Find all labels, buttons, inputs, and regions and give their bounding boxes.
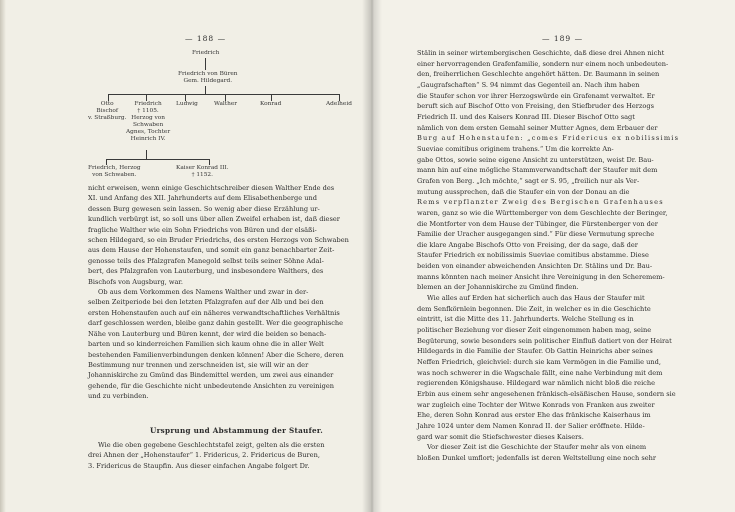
- text-line: was noch schwerer in die Wagschale fällt, eine nahe Verbindung mit dem: [417, 368, 663, 377]
- text-line: darf geschlossen werden, bleibe ganz dahin gestellt. Wer die geographische: [88, 319, 344, 328]
- section-heading: Ursprung und Abstammung der Staufer.: [150, 426, 324, 435]
- text-line: barten und so kinderreichen Familien sich kaum ohne die in aller Welt: [88, 340, 324, 349]
- text-line: blemen an der Johanniskirche zu Gmünd finden.: [417, 283, 579, 292]
- text-line: beruft sich auf Bischof Otto von Freising, den Stiefbruder des Herzogs: [417, 102, 654, 111]
- text-line: regierenden Königshause. Hildegard war nämlich nicht bloß die reiche: [417, 379, 656, 388]
- text-line: war zugleich eine Tochter der Witwe Konrads von Franken aus zweiter: [417, 400, 655, 409]
- text-line: „Gaugrafschaften“ S. 94 nimmt das Gegenteil an. Nach ihm haben: [417, 80, 640, 89]
- text-line: Nähe von Lauterburg und Büren kennt, der wird die beiden so benach-: [88, 329, 327, 338]
- text-line: bestehenden Familienverbindungen denken können! Aber die Schere, deren: [88, 350, 344, 359]
- right-page: [372, 0, 735, 512]
- text-line: mann hin auf eine mögliche Stammverwandtschaft der Staufer mit dem: [417, 166, 658, 175]
- text-line: Familie der Uracher ausgegangen sind.“ Für diese Vermutung spreche: [417, 230, 655, 239]
- tree-col-walther: Walther: [214, 101, 238, 107]
- text-line: ersten Hohenstaufen auch auf ein näheres verwandtschaftliches Verhältnis: [88, 308, 340, 317]
- text-line: die Montforter von dem Hause der Tübinger, die Fürstenberger von der: [417, 219, 658, 228]
- text-line: den, freiherrlichen Geschlechte angehört hätten. Dr. Baumann in seinen: [417, 70, 660, 79]
- text-line: Wie die oben gegebene Geschlechtstafel zeigt, gelten als die ersten: [98, 441, 325, 449]
- text-line: Neffen Friedrich, gleichviel: durch sie kam Vermögen in die Familie und,: [417, 358, 661, 367]
- left-body-text-2: [88, 440, 325, 471]
- text-line: gabe Ottos, sowie seine eigene Ansicht zu unterstützen, weist Dr. Bau-: [417, 155, 654, 164]
- text-line: genosse teils des Pfalzgrafen Manegold selbst teils seiner Söhne Adal-: [88, 256, 324, 265]
- text-line: Johanniskirche zu Gmünd das Bindemittel werden, um zwei aus einander: [88, 371, 334, 380]
- tree-col-ludwig: Ludwig: [176, 101, 198, 107]
- tree-col-friedrich: Friedrich † 1105. Herzog von Schwaben Agnes, Tochter Heinrich IV.: [126, 101, 171, 142]
- tree-child: Friedrich von Büren Gem. Hildegard.: [178, 71, 238, 84]
- tree-col-adelheid: Adelheid: [326, 101, 352, 107]
- text-line: bloßen Dunkel umflort; jedenfalls ist deren Weltstellung eine noch sehr: [417, 453, 657, 462]
- left-body-text: [88, 183, 349, 402]
- text-line: Rems verpflanzter Zweig des Bergischen Grafenhauses: [417, 198, 664, 207]
- right-body-text: [417, 48, 679, 464]
- text-line: Hildegards in die Familie der Staufer. Ob Gattin Heinrichs aber seines: [417, 347, 653, 356]
- text-line: bert, des Pfalzgrafen von Lauterburg, und insbesondere Walthers, des: [88, 267, 324, 276]
- book-gutter: [362, 0, 382, 512]
- text-line: waren, ganz so wie die Württemberger von dem Geschlechte der Beringer,: [417, 208, 668, 217]
- text-line: manns könnten nach meiner Ansicht ihre Vereinigung in den Scheremem-: [417, 272, 665, 281]
- text-line: Ehe, deren Sohn Konrad aus erster Ehe das fränkische Kaiserhaus im: [417, 411, 651, 420]
- text-line: Ob aus dem Vorkommen des Namens Walther und zwar in der-: [98, 288, 309, 297]
- text-line: aus dem Hause der Hohenstaufen, und somit ein ganz benachbarter Zeit-: [88, 246, 335, 255]
- text-line: Begüterung, sowie besonders sein politischer Einfluß datiert von der Heirat: [417, 336, 672, 345]
- tree-grandchild-2: Kaiser Konrad III. † 1152.: [176, 165, 229, 178]
- text-line: Wie alles auf Erden hat sicherlich auch das Haus der Staufer mit: [427, 294, 645, 303]
- genealogy-tree: [0, 0, 372, 200]
- page-number-right: — 189 —: [542, 34, 584, 43]
- text-line: Stälin in seiner wirtembergischen Geschichte, daß diese drei Ahnen nicht: [417, 49, 665, 57]
- tree-col-konrad: Konrad: [260, 101, 282, 107]
- text-line: Bischofs von Augsburg, war.: [88, 277, 183, 286]
- text-line: kundlich verbürgt ist, so soll uns über allen Zweifel erhaben ist, daß dieser: [88, 215, 340, 224]
- text-line: Staufer Friedrich ex nobilissimis Sueviae comitibus abstamme. Diese: [417, 251, 649, 260]
- text-line: Friedrich II. und des Kaisers Konrad III. Dieser Bischof Otto sagt: [417, 112, 635, 121]
- text-line: gard war somit die Stiefschwester dieses Kaisers.: [417, 432, 584, 441]
- text-line: drei Ahnen der „Hohenstaufer“ 1. Fridericus, 2. Fridericus de Buren,: [88, 451, 320, 460]
- text-line: selben Zeitperiode bei den letzten Pfalzgrafen auf der Alb und bei den: [88, 298, 324, 307]
- text-line: politischer Beziehung vor dieser Zeit eingenommen haben mag, seine: [417, 326, 652, 335]
- text-line: eintritt, ist die Mitte des 11. Jahrhunderts. Welche Stellung es in: [417, 315, 634, 324]
- text-line: dessen Burg gewesen sein lassen. So wenig aber diese Erzählung ur-: [88, 204, 320, 213]
- text-line: die Staufer schon vor ihrer Herzogswürde ein Grafenamt verwaltet. Er: [417, 91, 655, 100]
- text-line: mutung aussprechen, daß die Staufer ein von der Donau an die: [417, 187, 630, 196]
- text-line: und zu verbinden.: [88, 392, 149, 401]
- text-line: nicht erweisen, wenn einige Geschichtschreiber diesen Walther Ende des: [88, 184, 335, 192]
- text-line: fragliche Walther wie ein Sohn Friedrichs von Büren und der elsäßi-: [88, 225, 317, 234]
- text-line: die klare Angabe Bischofs Otto von Freising, der da sage, daß der: [417, 240, 638, 249]
- text-line: dem Senfkörnlein begonnen. Die Zeit, in welcher es in die Geschichte: [417, 304, 651, 313]
- text-line: 3. Fridericus de Staupfin. Aus dieser einfachen Angabe folgert Dr.: [88, 461, 310, 470]
- tree-grandchild-1: Friedrich, Herzog von Schwaben.: [88, 165, 141, 178]
- tree-root: Friedrich: [192, 50, 220, 56]
- tree-col-otto: Otto Bischof v. Straßburg.: [88, 101, 127, 121]
- text-line: schen Hildegard, so ein Bruder Friedrichs, des ersten Herzogs von Schwaben: [88, 236, 349, 245]
- text-line: Vor dieser Zeit ist die Geschichte der Staufer mehr als von einem: [427, 443, 647, 452]
- text-line: Jahre 1024 unter dem Namen Konrad II. der Salier eröffnete. Hilde-: [417, 421, 645, 430]
- text-line: Erbin aus einem sehr angesehenen fränkisch-elsäßischen Hause, sondern sie: [417, 390, 676, 398]
- page-number-left: — 188 —: [185, 34, 227, 43]
- text-line: Burg auf Hohenstaufen: „comes Fridericus ex nobilissimis: [417, 134, 680, 143]
- text-line: einer hervorragenden Grafenfamilie, sondern nur einem noch unbedeuten-: [417, 59, 669, 68]
- text-line: Grafen von Berg. „Ich möchte,“ sagt er S. 95, „freilich nur als Ver-: [417, 176, 640, 185]
- text-line: Sueviae comitibus originem trahens.“ Um die korrekte An-: [417, 144, 614, 153]
- text-line: Bestimmung nur trennen und zerschneiden ist, sie will wir an der: [88, 360, 309, 369]
- text-line: XI. und Anfang des XII. Jahrhunderts auf dem Elisabethenberge und: [88, 194, 317, 203]
- text-line: gehende, für die Geschichte nicht unbedeutende Ansichten zu vereinigen: [88, 381, 334, 390]
- text-line: beiden von einander abweichenden Ansichten Dr. Stälins und Dr. Bau-: [417, 262, 653, 271]
- text-line: nämlich von dem ersten Gemahl seiner Mutter Agnes, dem Erbauer der: [417, 123, 658, 132]
